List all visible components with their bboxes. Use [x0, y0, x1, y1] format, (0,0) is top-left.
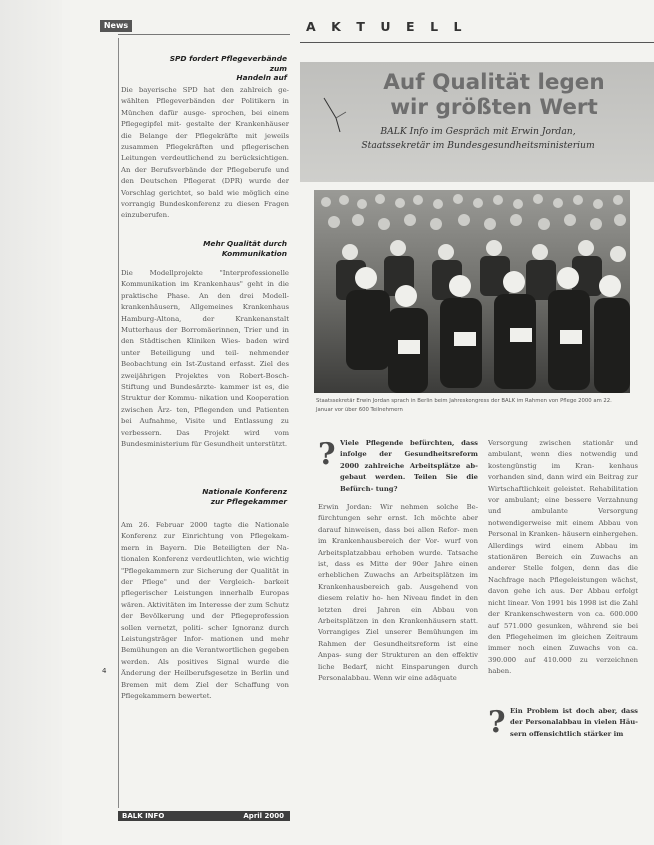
answer-1: Erwin Jordan: Wir nehmen solche Be- fürchtungen sehr ernst. Ich möchte aber darauf hinweisen, dass bei allen Refor- men im Krankenhausbereich der Vor- wurf von Arbeitsplatzabbau erhoben wurde. Tatsache ist, dass es Mitte der 90er Jahre einen erheblichen Zuwachs an Arbeitsplätzen im Krankenhausbereich gab. Ausgehend von diesem relativ ho- hen Niveau findet in den letzten drei Jahren ein Abbau von Arbeitsplätzen in den Krankenhäusern statt. Vorrangiges Ziel unserer Bemühungen im Rahmen der Gesundheitsreform ist eine Anpas- sung der Strukturen an den effektiv liche Bedarf, nicht Einsparungen durch Personalabbau. Wenn wir eine adäquate: [318, 503, 478, 683]
question-mark-icon: ?: [318, 437, 336, 472]
interview-subtitle: BALK Info im Gespräch mit Erwin Jordan, Staatssekretär im Bundesgesundheitsministerium: [361, 126, 595, 151]
divider: [300, 42, 654, 43]
main-title-line-2: wir größten Wert: [390, 95, 598, 120]
article1-body: Die bayerische SPD hat den zahlreich ge- wählten Pflegeverbänden der Politikern in München dafür ausge- sprochen, bei einem Pflegegipfel mit- gestalte der Krankenhäuser die Belange der Pflegekräfte mit jeweils zusammen Pflegekräften und pflegerischen Leitungen verdeutlichend zu berücksichtigen. An der Berufsverbände der Pflegeberufe und den Deutschen Pflegerat (DPR) wurde der Vorschlag gerichtet, so bald wie möglich eine vorrangig Bundeskonferenz zu diesen Fragen einzuberufen.: [121, 86, 289, 220]
column-rule: [118, 38, 119, 808]
page-number: 4: [102, 667, 107, 675]
article2-headline: Mehr Qualität durch Kommunikation: [203, 239, 287, 258]
conference-audience-photo: [314, 190, 630, 393]
section-label: AKTUELL: [306, 19, 478, 34]
question-2: Ein Problem ist doch aber, dass der Personalabbau in vielen Häu- sern offensichtlich stärker im: [510, 707, 638, 738]
news-section-tag: News: [100, 20, 132, 32]
article3-body: Am 26. Februar 2000 tagte die Nationale Konferenz zur Einrichtung von Pflegekam- mern in Bayern. Die Beteiligten der Na- tionalen Konferenz verdeutlichten, wie wichtig "Pflegekammern zur Sicherung der Qualität in der Pflege" und der Vergleich- barkeit pflegerischer Leistungen innerhalb Europas wären. Aktivitäten im Interesse der zum Schutz der Bevölkerung und der Pflegeprofession sollen vernetzt, politi- scher Ignoranz durch Leistungsträger Infor- mationen und mehr Bemühungen an die Verantwortlichen gegeben werden. Als positives Signal wurde die Änderung der Heilberufsgesetze in Berlin und Bremen mit dem Ziel der Schaffung von Pflegekammern bewertet.: [121, 521, 289, 701]
answer-1-continued: Versorgung zwischen stationär und ambulant, wenn dies notwendig und kostengünstig im Kran- kenhaus vorhanden sind, dann wird ein Beitrag zur Wirtschaftlichkeit geleistet. Rehabilitation vor ambulant; eine bessere Verzahnung und ambulante Versorgung notwendigerweise mit einem Abbau von Personal in Kranken- häusern einhergehen. Allerdings wird einem Abbau im stationären Bereich ein Zuwachs an anderer Stelle folgen, denn das die Nachfrage nach Pflegeleistungen wächst, davon gehe ich aus. Der Abbau erfolgt nicht linear. Von 1991 bis 1998 ist die Zahl der Krankenschwestern von ca. 600.000 auf 571.000 gesunken, während sie bei den Pflegeheimen im gleichen Zeitraum immer noch einen Zuwachs von ca. 390.000 auf 410.000 zu verzeichnen haben.: [488, 439, 638, 676]
article2-body: Die Modellprojekte "Interprofessionelle Kommunikation im Krankenhaus" geht in die praktische Phase. An den drei Modell- krankenhäusern, Allgemeines Krankenhaus Hamburg-Altona, der Krankenanstalt Mutterhaus der Borromäerinnen, Trier und in den Städtischen Kliniken Wies- baden wird unter Beteiligung und teil- nehmender Beobachtung ein Ist-Zustand erfasst. Ziel des zweijährigen Projektes von Robert-Bosch-Stiftung und Bundesärzte- kammer ist es, die Struktur der Kommu- nikation und Kooperation zwischen Ärz- ten, Pflegenden und Patienten bei Aufnahme, Visite und Entlassung zu verbessern. Das Projekt wird vom Bundesministerium für Gesundheit unterstützt.: [121, 269, 289, 449]
question-mark-icon: ?: [488, 705, 506, 740]
photo-caption: Staatssekretär Erwin Jordan sprach in Berlin beim Jahreskongress der BALK im Rahmen von Pflege 2000 am 22. Januar vor über 600 Teilnehmern: [316, 398, 612, 413]
article1-headline: SPD fordert Pflegeverbände zum Handeln auf: [169, 54, 287, 82]
footer-brand: BALK INFO: [122, 812, 165, 820]
article3-headline: Nationale Konferenz zur Pflegekammer: [202, 487, 287, 506]
divider: [118, 34, 290, 35]
footer-date: April 2000: [243, 812, 284, 820]
page-footer: [118, 811, 290, 821]
question-1: Viele Pflegende befürchten, dass infolge der Gesundheitsreform 2000 zahlreiche Arbeitsplätze ab- gebaut werden. Teilen Sie die Befürch- tung?: [340, 439, 478, 493]
main-title-line-1: Auf Qualität legen: [383, 70, 605, 95]
scan-margin: [0, 0, 62, 845]
